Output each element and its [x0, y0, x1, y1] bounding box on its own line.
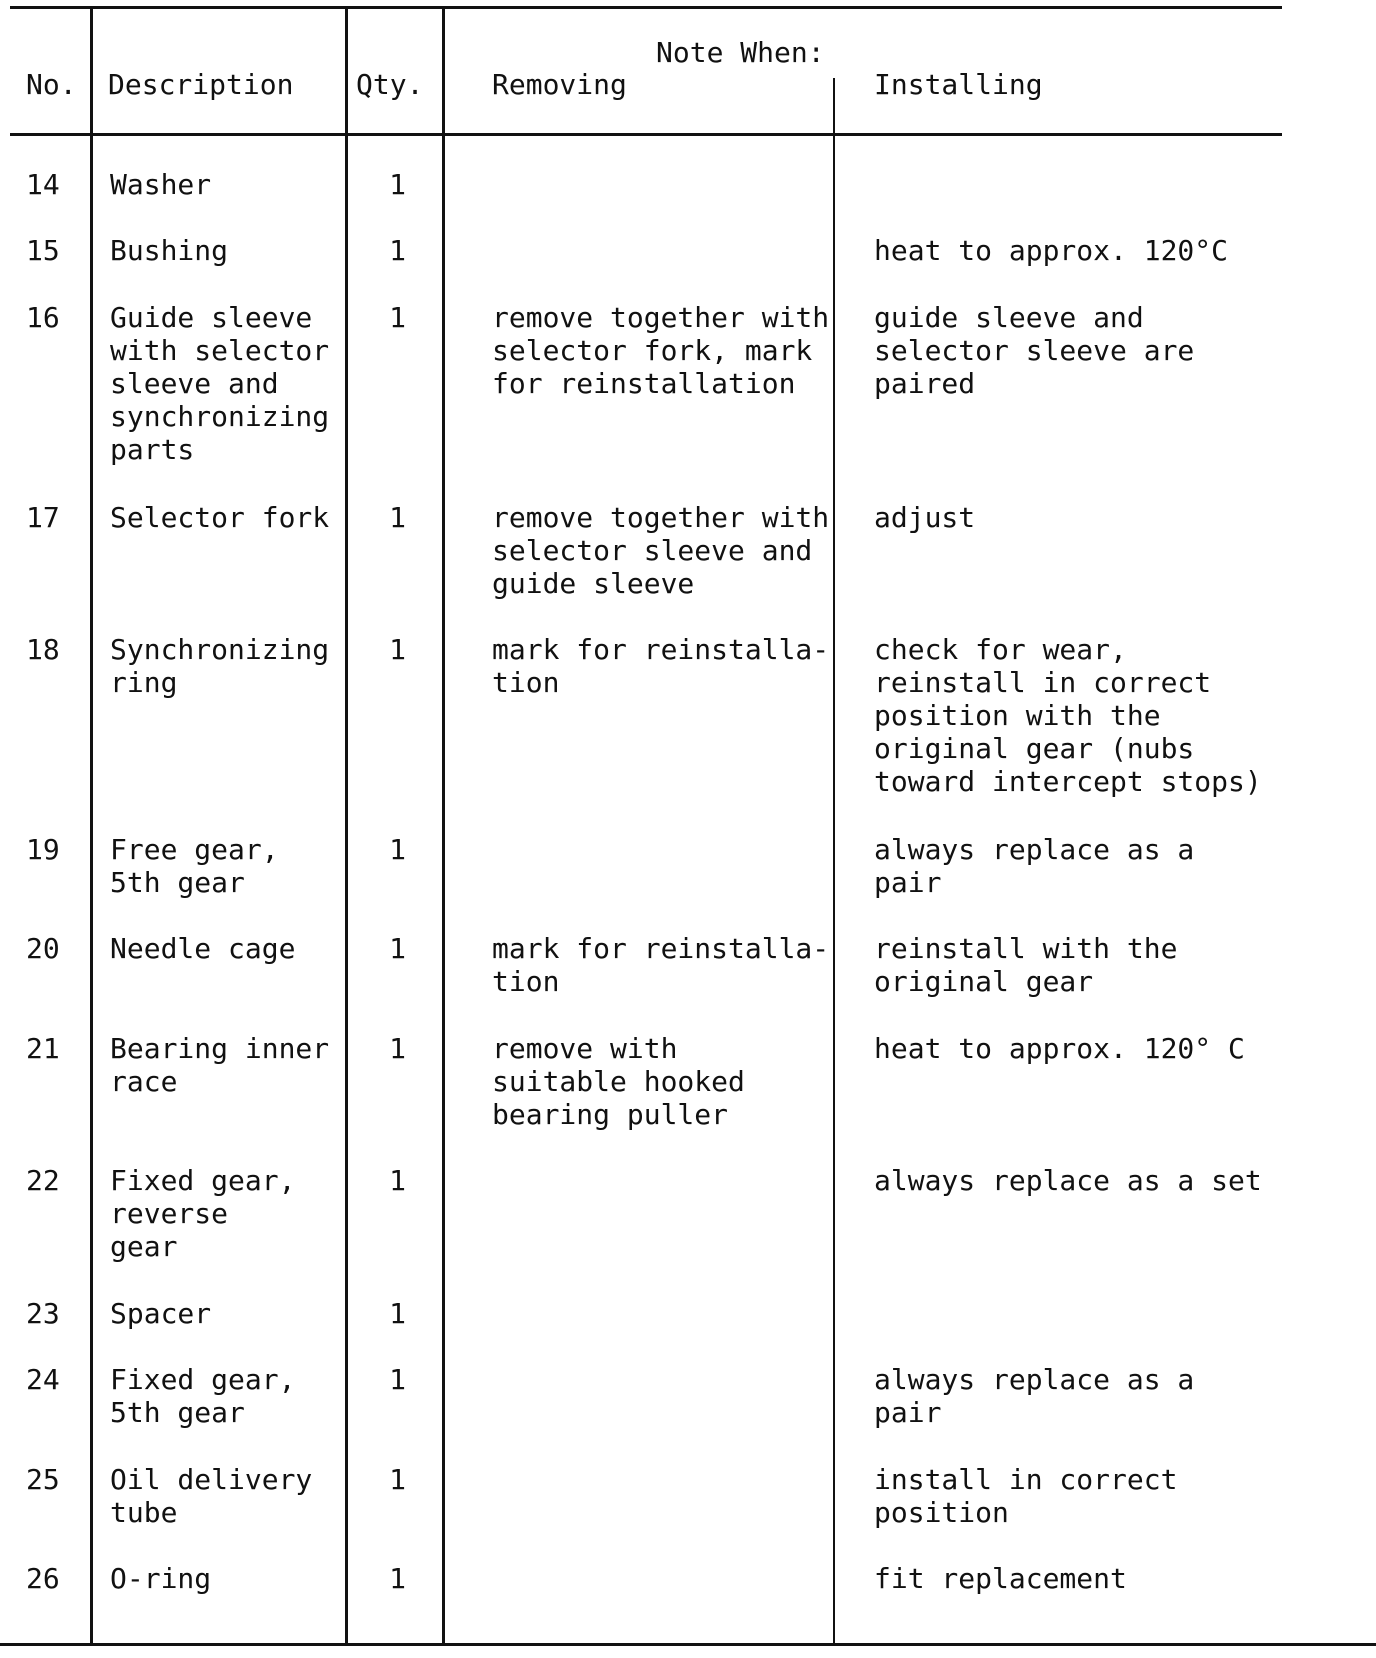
header-bottom-rule [10, 133, 1282, 136]
row-15-description: Bushing [110, 234, 229, 267]
table-top-rule [10, 6, 1282, 9]
row-20-no: 20 [26, 932, 60, 965]
row-17-no: 17 [26, 501, 60, 534]
row-17-description: Selector fork [110, 501, 330, 534]
row-17-qty: 1 [389, 501, 406, 534]
row-25-no: 25 [26, 1463, 60, 1496]
header-removing: Removing [492, 68, 627, 101]
row-17-installing: adjust [874, 501, 976, 534]
header-installing: Installing [874, 68, 1043, 101]
row-24-installing: always replace as a pair [874, 1363, 1195, 1429]
row-24-description: Fixed gear, 5th gear [110, 1363, 296, 1429]
row-23-qty: 1 [389, 1297, 406, 1330]
row-26-installing: fit replacement [874, 1562, 1127, 1595]
row-21-no: 21 [26, 1032, 60, 1065]
row-22-no: 22 [26, 1164, 60, 1197]
header-qty: Qty. [356, 68, 424, 101]
row-26-no: 26 [26, 1562, 60, 1595]
row-16-removing: remove together with selector fork, mark for reinstallation [492, 301, 830, 400]
header-note-when: Note When: [656, 36, 825, 69]
row-21-installing: heat to approx. 120° C [874, 1032, 1245, 1065]
row-22-installing: always replace as a set [874, 1164, 1262, 1197]
row-14-description: Washer [110, 168, 212, 201]
row-19-no: 19 [26, 833, 60, 866]
row-20-installing: reinstall with the original gear [874, 932, 1178, 998]
row-25-installing: install in correct position [874, 1463, 1178, 1529]
row-25-description: Oil delivery tube [110, 1463, 313, 1529]
row-25-qty: 1 [389, 1463, 406, 1496]
row-16-no: 16 [26, 301, 60, 334]
row-18-qty: 1 [389, 633, 406, 666]
row-21-description: Bearing inner race [110, 1032, 330, 1098]
row-14-no: 14 [26, 168, 60, 201]
header-no: No. [26, 68, 77, 101]
row-15-qty: 1 [389, 234, 406, 267]
row-22-description: Fixed gear, reverse gear [110, 1164, 296, 1263]
col-divider-no [90, 6, 93, 1644]
col-divider-description [345, 6, 348, 1644]
row-18-description: Synchronizing ring [110, 633, 330, 699]
header-description: Description [108, 68, 294, 101]
row-15-no: 15 [26, 234, 60, 267]
row-24-no: 24 [26, 1363, 60, 1396]
row-17-removing: remove together with selector sleeve and guide sleeve [492, 501, 830, 600]
row-20-removing: mark for reinstalla- tion [492, 932, 830, 998]
row-18-removing: mark for reinstalla- tion [492, 633, 830, 699]
row-20-description: Needle cage [110, 932, 296, 965]
row-24-qty: 1 [389, 1363, 406, 1396]
row-21-qty: 1 [389, 1032, 406, 1065]
col-divider-removing [833, 78, 835, 1644]
row-14-qty: 1 [389, 168, 406, 201]
table-bottom-rule [0, 1643, 1376, 1646]
row-23-no: 23 [26, 1297, 60, 1330]
row-16-description: Guide sleeve with selector sleeve and synchronizing parts [110, 301, 330, 466]
row-19-installing: always replace as a pair [874, 833, 1195, 899]
row-16-qty: 1 [389, 301, 406, 334]
row-18-installing: check for wear, reinstall in correct position with the original gear (nubs toward intercept stops) [874, 633, 1262, 798]
row-26-description: O-ring [110, 1562, 212, 1595]
row-15-installing: heat to approx. 120°C [874, 234, 1229, 267]
row-19-description: Free gear, 5th gear [110, 833, 279, 899]
row-26-qty: 1 [389, 1562, 406, 1595]
row-23-description: Spacer [110, 1297, 212, 1330]
row-19-qty: 1 [389, 833, 406, 866]
row-16-installing: guide sleeve and selector sleeve are paired [874, 301, 1195, 400]
row-20-qty: 1 [389, 932, 406, 965]
row-22-qty: 1 [389, 1164, 406, 1197]
row-18-no: 18 [26, 633, 60, 666]
row-21-removing: remove with suitable hooked bearing puller [492, 1032, 745, 1131]
